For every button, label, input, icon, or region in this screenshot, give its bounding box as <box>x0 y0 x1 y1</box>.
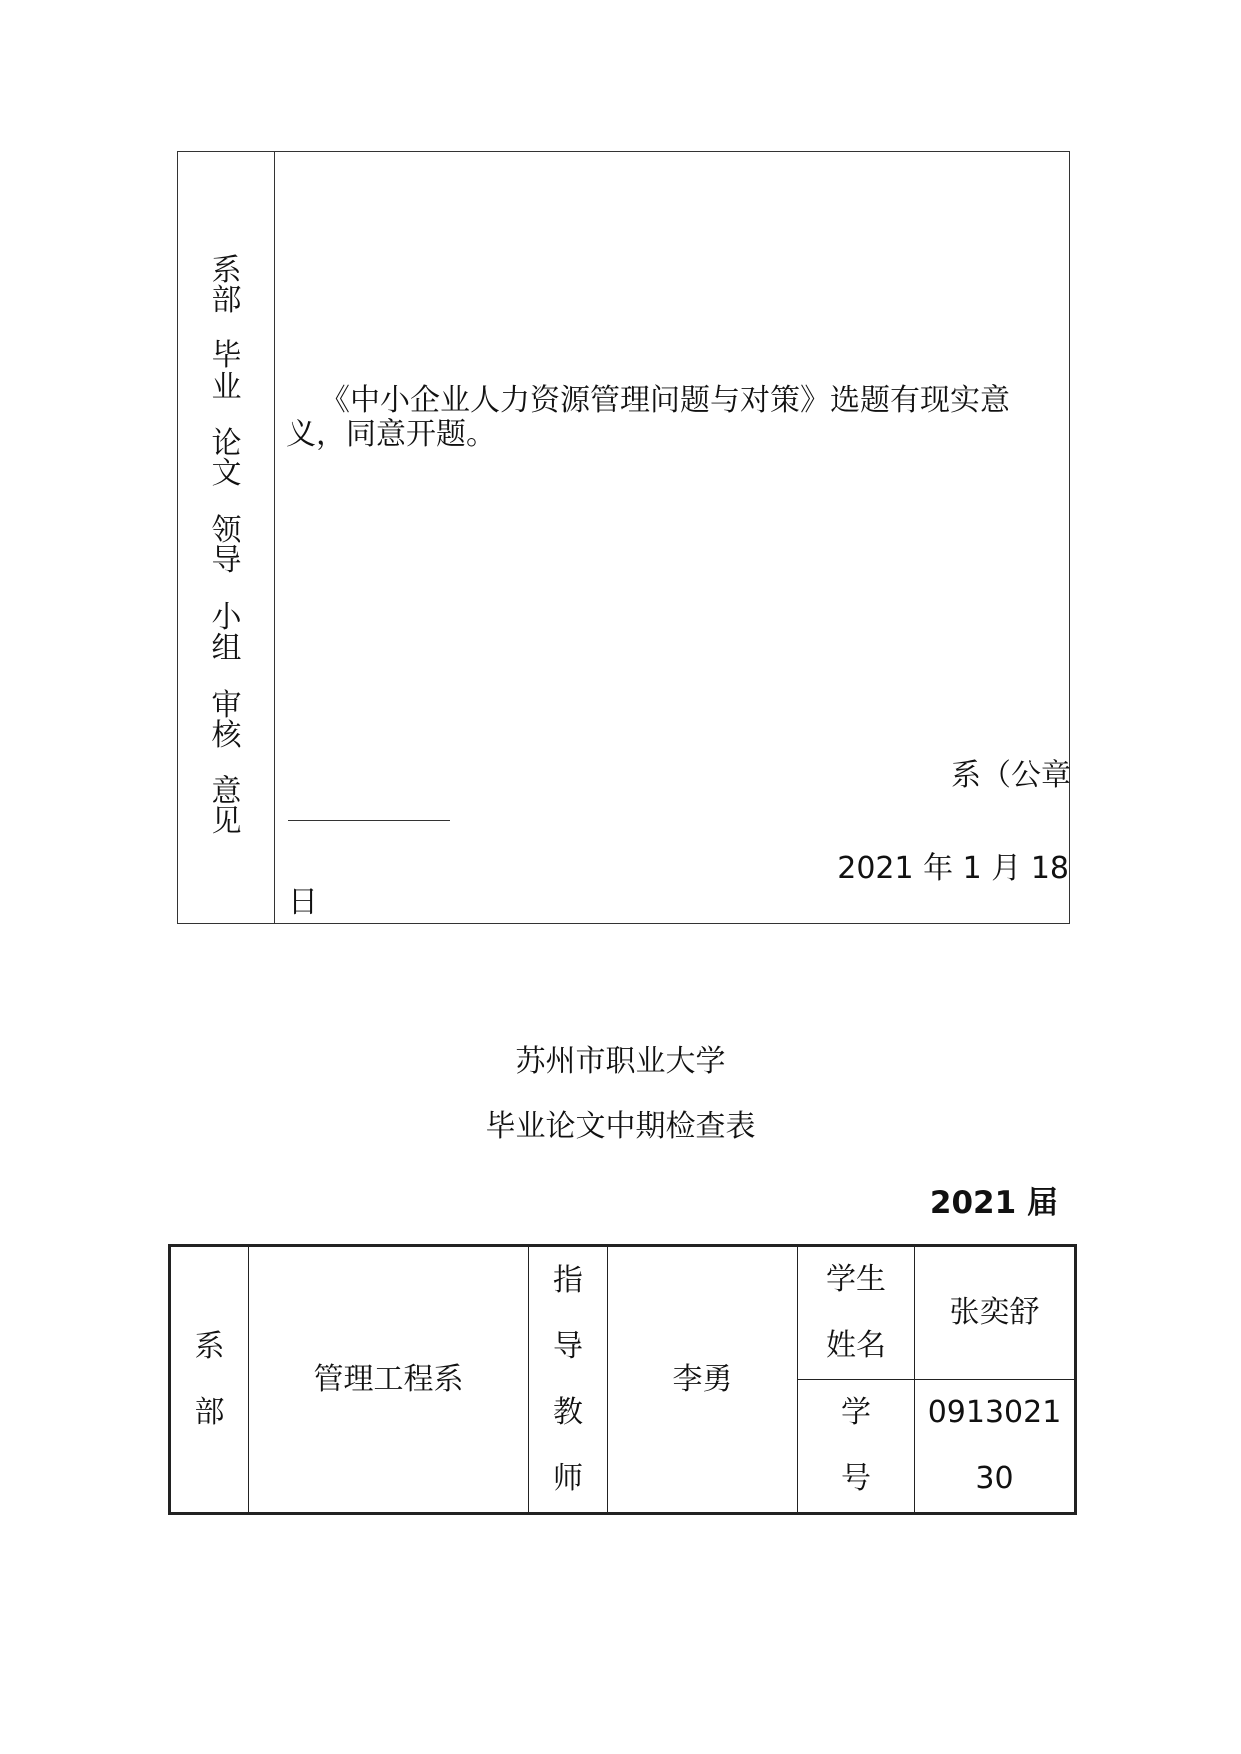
student-name-label-cell <box>798 1246 915 1380</box>
teacher-label-char: 指 <box>553 1262 583 1298</box>
session-year: 2021 届 <box>929 1185 1058 1221</box>
teacher-value: 李勇 <box>608 1246 798 1514</box>
student-id-label-cell <box>798 1380 915 1514</box>
review-label-char: 部 <box>211 283 242 318</box>
review-opinion-text: 《中小企业人力资源管理问题与对策》选题有现实意义，同意开题。 <box>286 383 1010 452</box>
review-date-day: 日 <box>288 885 318 920</box>
review-label-char: 业 <box>211 370 242 405</box>
review-date: 2021 年 1 月 18 <box>837 851 1069 886</box>
teacher-label-cell <box>529 1246 608 1514</box>
student-id-value-line: 0913021 <box>927 1395 1062 1430</box>
review-label-char: 审 <box>211 688 242 723</box>
signature-line <box>288 820 450 821</box>
dept-value: 管理工程系 <box>249 1246 529 1514</box>
review-label-char: 毕 <box>211 338 242 373</box>
review-label-char: 文 <box>211 456 242 491</box>
review-content <box>276 152 1069 923</box>
review-label-char: 论 <box>211 426 242 461</box>
teacher-label-char: 教 <box>553 1394 583 1430</box>
info-table <box>168 1244 1077 1515</box>
student-id-value-cell <box>915 1380 1076 1514</box>
student-id-value-line: 30 <box>975 1461 1014 1496</box>
review-label-char: 小 <box>211 600 242 635</box>
teacher-label-char: 导 <box>553 1328 583 1364</box>
school-name: 苏州市职业大学 <box>515 1044 726 1079</box>
review-label-column <box>178 152 275 923</box>
student-name-label-line: 姓名 <box>826 1328 886 1363</box>
student-name-value: 张奕舒 <box>915 1246 1076 1380</box>
teacher-label-char: 师 <box>553 1460 583 1496</box>
seal-label: 系（公章 <box>951 758 1071 793</box>
dept-label-char: 系 <box>194 1328 225 1364</box>
review-table <box>177 151 1070 924</box>
dept-label-cell <box>170 1246 249 1514</box>
review-label-char: 意 <box>211 774 242 809</box>
form-title: 毕业论文中期检查表 <box>485 1109 756 1144</box>
student-name-label-line: 学生 <box>826 1262 886 1297</box>
student-id-label-char: 号 <box>841 1461 871 1496</box>
review-label-char: 领 <box>211 513 242 548</box>
review-label-char: 核 <box>211 718 242 753</box>
review-label-char: 见 <box>211 804 242 839</box>
review-label-char: 系 <box>211 253 242 288</box>
review-label-char: 组 <box>211 631 242 666</box>
student-id-label-char: 学 <box>841 1395 871 1430</box>
dept-label-char: 部 <box>194 1394 225 1430</box>
review-label-char: 导 <box>211 543 242 578</box>
